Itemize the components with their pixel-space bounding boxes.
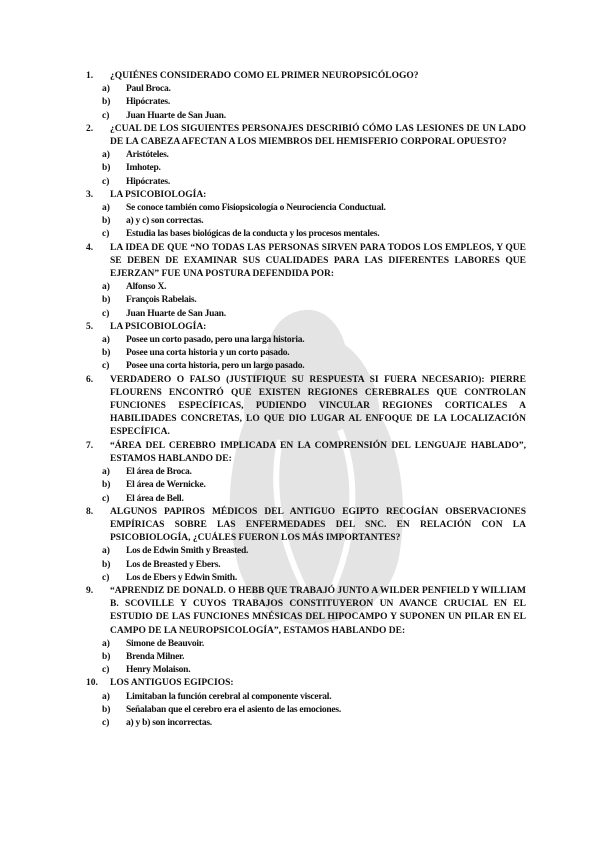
question-number: 9. (86, 585, 94, 596)
question-number: 10. (86, 678, 98, 689)
question-text (86, 585, 526, 638)
option-letter: a) (102, 282, 110, 293)
question-number: 4. (86, 242, 94, 253)
option-letter: a) (102, 335, 110, 346)
answer-option (86, 479, 526, 492)
option-letter: b) (102, 559, 111, 570)
option-letter: a) (102, 84, 110, 95)
question-stem: “ÁREA DEL CEREBRO IMPLICADA EN LA COMPRENSIÓN DEL LENGUAJE HABLADO”, ESTAMOS HABLANDO DE: (110, 440, 526, 464)
question-stem: LA PSICOBIOLOGÍA: (110, 321, 207, 332)
option-text: Simone de Beauvoir. (126, 638, 205, 649)
option-letter: c) (102, 493, 110, 504)
question-text (86, 321, 526, 334)
question-stem: VERDADERO O FALSO (JUSTIFIQUE SU RESPUESTA SI FUERA NECESARIO): PIERRE FLOURENS ENCONTRÓ QUE EXISTEN REGIONES CEREBRALES QUE CONTROLAN FUNCIONES ESPECÍFICAS, PUDIENDO VINCULAR REGIONES CORTICALES A HABILIDADES CONCRETAS, LO QUE DIO LUGAR AL ENFOQUE DE LA LOCALIZACIÓN ESPECÍFICA. (110, 374, 526, 438)
question-text (86, 677, 526, 690)
answer-option (86, 215, 526, 228)
option-letter: c) (102, 361, 110, 372)
option-letter: a) (102, 638, 110, 649)
question-number: 3. (86, 189, 94, 200)
option-text: Hipócrates. (126, 97, 170, 108)
option-text: Hipócrates. (126, 176, 170, 187)
question-number: 8. (86, 506, 94, 517)
option-letter: c) (102, 308, 110, 319)
option-list (86, 281, 526, 321)
question-block (86, 123, 526, 189)
question-block (86, 70, 526, 123)
option-text: El área de Bell. (126, 493, 184, 504)
answer-option (86, 281, 526, 294)
option-letter: a) (102, 546, 110, 557)
option-text: Henry Molaison. (126, 665, 191, 676)
option-text: Aristóteles. (126, 150, 169, 161)
answer-option (86, 651, 526, 664)
answer-option (86, 308, 526, 321)
question-text (86, 506, 526, 546)
question-text (86, 123, 526, 149)
option-text: Los de Ebers y Edwin Smith. (126, 572, 237, 583)
option-list (86, 691, 526, 731)
question-block (86, 440, 526, 506)
option-text: a) y b) son incorrectas. (126, 717, 212, 728)
option-letter: a) (102, 467, 110, 478)
option-letter: c) (102, 176, 110, 187)
question-block (86, 189, 526, 242)
option-letter: b) (102, 348, 111, 359)
question-text (86, 189, 526, 202)
question-block (86, 506, 526, 585)
answer-option (86, 294, 526, 307)
question-block (86, 321, 526, 374)
question-stem: LOS ANTIGUOS EGIPCIOS: (110, 678, 234, 689)
option-text: Posee una corta historia y un corto pasado. (126, 348, 290, 359)
question-number: 1. (86, 71, 94, 81)
answer-option (86, 664, 526, 677)
option-text: Juan Huarte de San Juan. (126, 110, 226, 121)
answer-option (86, 176, 526, 189)
question-block (86, 585, 526, 677)
question-stem: “APRENDIZ DE DONALD. O HEBB QUE TRABAJÓ JUNTO A WILDER PENFIELD Y WILLIAM B. SCOVILLE Y CUYOS TRABAJOS CONSTITUYERON UN AVANCE CRUCIAL EN EL ESTUDIO DE LAS FUNCIONES MNÉSICAS DEL HIPOCAMPO Y SUPONEN UN PILAR EN EL CAMPO DE LA NEUROPSICOLOGÍA”, ESTAMOS HABLANDO DE: (110, 585, 526, 636)
answer-option (86, 559, 526, 572)
answer-option (86, 545, 526, 558)
option-text: Posee un corto pasado, pero una larga historia. (126, 335, 305, 346)
option-list (86, 545, 526, 585)
answer-option (86, 110, 526, 123)
option-text: Estudia las bases biológicas de la conducta y los procesos mentales. (126, 229, 380, 240)
option-text: Paul Broca. (126, 84, 171, 95)
answer-option (86, 202, 526, 215)
question-stem: ALGUNOS PAPIROS MÉDICOS DEL ANTIGUO EGIPTO RECOGÍAN OBSERVACIONES EMPÍRICAS SOBRE LAS ENFERMEDADES DEL SNC. EN RELACIÓN CON LA PSICOBIOLOGÍA, ¿CUÁLES FUERON LOS MÁS IMPORTANTES? (110, 506, 526, 544)
option-letter: b) (102, 651, 111, 662)
answer-option (86, 704, 526, 717)
question-text (86, 70, 526, 83)
option-letter: b) (102, 97, 111, 108)
answer-option (86, 228, 526, 241)
option-letter: c) (102, 229, 110, 240)
option-text: Los de Edwin Smith y Breasted. (126, 546, 249, 557)
option-letter: c) (102, 665, 110, 676)
option-text: Posee una corta historia, pero un largo pasado. (126, 361, 305, 372)
option-text: Imhotep. (126, 163, 161, 174)
question-number: 6. (86, 374, 94, 385)
question-stem: ¿QUIÉNES CONSIDERADO COMO EL PRIMER NEUROPSICÓLOGO? (110, 71, 419, 81)
question-stem: ¿CUAL DE LOS SIGUIENTES PERSONAJES DESCRIBIÓ CÓMO LAS LESIONES DE UN LADO DE LA CABEZA AFECTAN A LOS MIEMBROS DEL HEMISFERIO CORPORAL OPUESTO? (110, 123, 526, 148)
option-letter: b) (102, 480, 111, 491)
answer-option (86, 691, 526, 704)
option-list (86, 334, 526, 374)
option-text: a) y c) son correctas. (126, 216, 204, 227)
answer-option (86, 83, 526, 96)
option-letter: c) (102, 572, 110, 583)
option-text: Juan Huarte de San Juan. (126, 308, 226, 319)
question-text (86, 440, 526, 466)
question-block (86, 677, 526, 730)
option-list (86, 466, 526, 506)
option-text: Se conoce también como Fisiopsicología o Neurociencia Conductual. (126, 203, 386, 214)
option-letter: c) (102, 110, 110, 121)
option-letter: a) (102, 691, 110, 702)
answer-option (86, 493, 526, 506)
option-text: El área de Wernicke. (126, 480, 206, 491)
answer-option (86, 466, 526, 479)
option-letter: b) (102, 216, 111, 227)
question-number: 2. (86, 123, 94, 134)
answer-option (86, 149, 526, 162)
answer-option (86, 360, 526, 373)
option-text: El área de Broca. (126, 467, 192, 478)
answer-option (86, 96, 526, 109)
question-block (86, 374, 526, 440)
option-text: Brenda Milner. (126, 651, 185, 662)
option-text: Alfonso X. (126, 282, 167, 293)
option-letter: c) (102, 717, 110, 728)
option-letter: a) (102, 203, 110, 214)
answer-option (86, 347, 526, 360)
option-text: Los de Breasted y Ebers. (126, 559, 221, 570)
option-letter: b) (102, 295, 111, 306)
option-letter: a) (102, 150, 110, 161)
question-number: 7. (86, 440, 94, 451)
option-letter: b) (102, 704, 111, 715)
answer-option (86, 162, 526, 175)
option-text: Limitaban la función cerebral al componente visceral. (126, 691, 332, 702)
question-text (86, 242, 526, 282)
option-list (86, 638, 526, 678)
option-letter: b) (102, 163, 111, 174)
option-list (86, 149, 526, 189)
answer-option (86, 638, 526, 651)
question-text (86, 374, 526, 440)
exam-question-list (86, 70, 526, 730)
option-text: François Rabelais. (126, 295, 197, 306)
question-stem: LA IDEA DE QUE “NO TODAS LAS PERSONAS SIRVEN PARA TODOS LOS EMPLEOS, Y QUE SE DEBEN DE EXAMINAR SUS CUALIDADES PARA LAS DIFERENTES LABORES QUE EJERZAN” FUE UNA POSTURA DEFENDIDA POR: (110, 242, 526, 280)
option-list (86, 83, 526, 123)
option-list (86, 202, 526, 242)
option-text: Señalaban que el cerebro era el asiento de las emociones. (126, 704, 341, 715)
question-stem: LA PSICOBIOLOGÍA: (110, 189, 207, 200)
answer-option (86, 572, 526, 585)
answer-option (86, 334, 526, 347)
question-number: 5. (86, 321, 94, 332)
answer-option (86, 717, 526, 730)
question-block (86, 242, 526, 321)
